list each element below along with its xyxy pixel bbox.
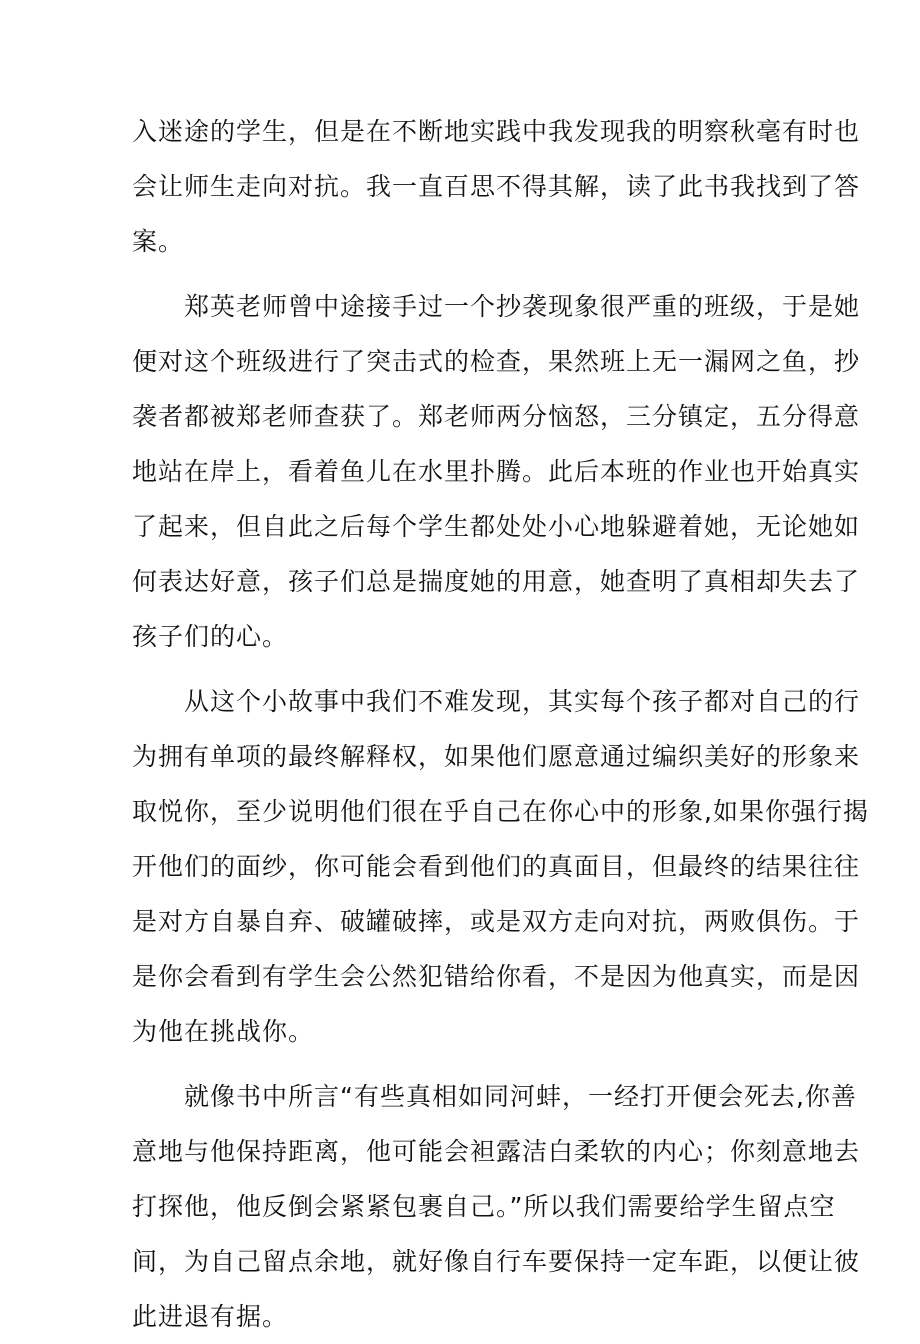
text-line: 开他们的面纱，你可能会看到他们的真面目，但最终的结果往往 [132, 852, 861, 881]
paragraph-2 [132, 279, 861, 664]
text-line: 会让师生走向对抗。我一直百思不得其解，读了此书我找到了答 [132, 172, 861, 201]
text-line: 何表达好意，孩子们总是揣度她的用意，她查明了真相却失去了 [132, 567, 861, 596]
paragraph-1 [132, 104, 861, 269]
text-line: 此进退有据。 [132, 1302, 289, 1331]
text-line: 取悦你，至少说明他们很在乎自己在你心中的形象,如果你强行揭 [132, 797, 869, 826]
text-line: 入迷途的学生，但是在不断地实践中我发现我的明察秋毫有时也 [132, 117, 861, 146]
paragraph-spacer [132, 269, 792, 279]
paragraph-3 [132, 674, 869, 1059]
paragraph-4 [132, 1069, 861, 1344]
text-line: 意地与他保持距离，他可能会袒露洁白柔软的内心；你刻意地去 [132, 1137, 861, 1166]
text-line: 地站在岸上，看着鱼儿在水里扑腾。此后本班的作业也开始真实 [132, 457, 861, 486]
text-line: 间，为自己留点余地，就好像自行车要保持一定车距，以便让彼 [132, 1247, 861, 1276]
paragraph-spacer [132, 664, 792, 674]
text-line: 案。 [132, 227, 185, 256]
body-text [132, 104, 869, 1344]
text-line: 为他在挑战你。 [132, 1017, 315, 1046]
text-line: 便对这个班级进行了突击式的检查，果然班上无一漏网之鱼，抄 [132, 347, 861, 376]
text-line: 孩子们的心。 [132, 622, 289, 651]
text-line: 是对方自暴自弃、破罐破摔，或是双方走向对抗，两败俱伤。于 [132, 907, 861, 936]
text-line: 为拥有单项的最终解释权，如果他们愿意通过编织美好的形象来 [132, 742, 861, 771]
text-line: 是你会看到有学生会公然犯错给你看，不是因为他真实，而是因 [132, 962, 861, 991]
text-line: 了起来，但自此之后每个学生都处处小心地躲避着她，无论她如 [132, 512, 861, 541]
paragraph-spacer [132, 1059, 792, 1069]
text-line: 郑英老师曾中途接手过一个抄袭现象很严重的班级，于是她 [184, 292, 861, 321]
text-line: 打探他，他反倒会紧紧包裹自己。”所以我们需要给学生留点空 [132, 1192, 836, 1221]
text-line: 袭者都被郑老师查获了。郑老师两分恼怒，三分镇定，五分得意 [132, 402, 861, 431]
text-line: 就像书中所言“有些真相如同河蚌，一经打开便会死去,你善 [184, 1082, 857, 1111]
text-line: 从这个小故事中我们不难发现，其实每个孩子都对自己的行 [184, 687, 861, 716]
